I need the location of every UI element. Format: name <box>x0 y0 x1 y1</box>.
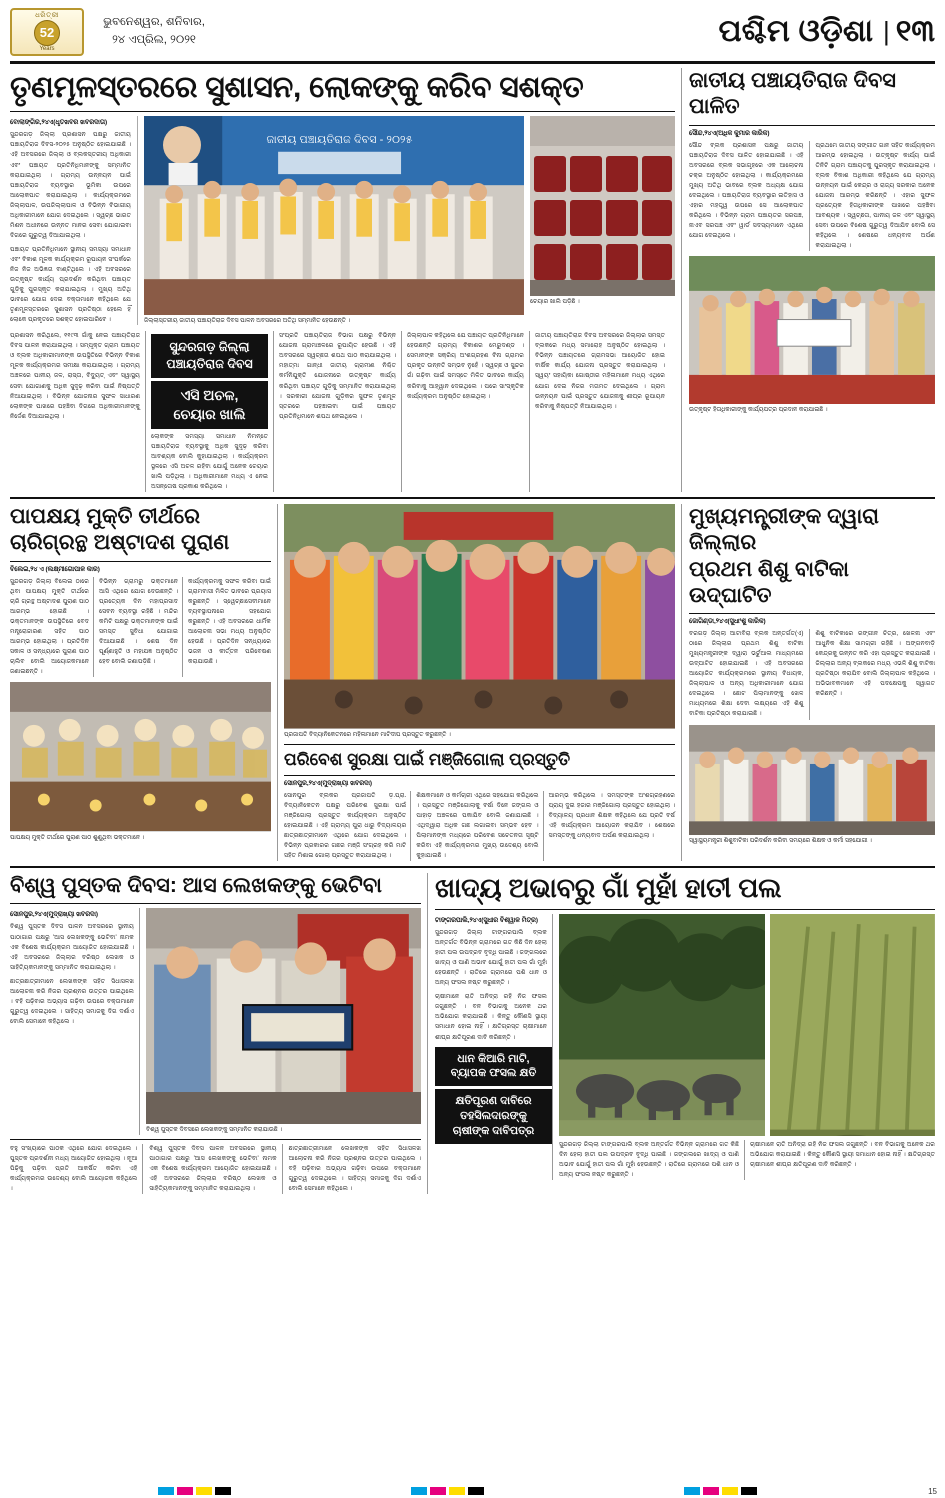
print-registration-bar <box>0 1484 945 1498</box>
elephant-col-2 <box>559 1140 745 1180</box>
cm-col-1 <box>689 629 810 719</box>
papakhaya-col-3 <box>188 577 271 677</box>
papakhaya-text-3: କାର୍ଯ୍ୟକ୍ରମକୁ ସଫଳ କରିବା ପାଇଁ ଗ୍ରାମବାସୀ ମିଳିତ ଭାବରେ ପ୍ରୟାସ କରୁଛନ୍ତି । ସ୍ୱେଚ୍ଛାସେବୀମାନେ ବ୍ୟବସ୍ଥାପନାରେ ସହଯୋଗ କରୁଛନ୍ତି । ଏହି ଅବସରରେ ଧାର୍ମିକ ଆଲୋଚନା ସଭା ମଧ୍ୟ ଅନୁଷ୍ଠିତ ହେଉଛି । ପ୍ରତିଦିନ ସନ୍ଧ୍ୟାରେ ଭଜନ ଓ କୀର୍ତ୍ତନ ପରିବେଷଣ କରାଯାଉଛି । <box>188 577 271 665</box>
elephant-photos <box>559 914 935 1180</box>
lead-byline: ବୋଲାଙ୍ଗିର,୨୪ଏ(ଧୃତଖବର ଖବରଦାତା) <box>10 119 108 127</box>
right-rail-byline: ସୌନ୍ଦ,୨୪ଏ(ଅଧିକ କୁମାର କାରିକ) <box>689 129 770 137</box>
sidebar-box-heading-2 <box>151 381 268 429</box>
cm-headline-line1: ମୁଖ୍ୟମନ୍ତ୍ରୀଙ୍କ ଦ୍ୱାରା ଜିଲ୍ଲାର <box>689 505 879 555</box>
swatch-yellow <box>196 1487 212 1495</box>
dateline <box>94 14 214 49</box>
paribesh-byline: ସୋନପୁର,୨୪ଏ(ମୁଦ୍ରାଖ୍ୟା ଖବରଦା) <box>284 779 373 787</box>
edition-title: ପଶ୍ଚିମ ଓଡ଼ିଶା <box>718 13 874 48</box>
lead-photo-main <box>144 116 524 314</box>
right-rail-photo-graphic <box>689 256 935 404</box>
right-rail-text-2: ପ୍ରଥମେ ଜାତୀୟ ସଙ୍ଗୀତ ଗାନ ସହିତ କାର୍ଯ୍ୟକ୍ରମ ଆରମ୍ଭ ହୋଇଥିଲା । ଉତ୍କୃଷ୍ଟ କାର୍ଯ୍ୟ ପାଇଁ ତିନିଟି ଗ୍ରାମ ପଞ୍ଚାୟତକୁ ପୁରସ୍କୃତ କରାଯାଇଥିଲା । ବ୍ଲକ ବିକାଶ ଅଧିକାରୀ କହିଥିଲେ ଯେ ଗ୍ରାମ୍ୟ ଉନ୍ନୟନ ପାଇଁ କେନ୍ଦ୍ର ଓ ରାଜ୍ୟ ସରକାର ଅନେକ ଯୋଜନା ଆରମ୍ଭ କରିଛନ୍ତି । ଏହାର ସୁଫଳ ପ୍ରତ୍ୟେକ ହିତାଧିକାରୀଙ୍କ ପାଖରେ ପହଞ୍ଚିବା ଆବଶ୍ୟକ । ସ୍ୱଚ୍ଛତା, ପାନୀୟ ଜଳ ଏବଂ ସ୍ୱାସ୍ଥ୍ୟ ସେବା ଉପରେ ବିଶେଷ ଗୁରୁତ୍ୱ ଦିଆଯିବ ବୋଲି ସେ କହିଥିଲେ । ଶେଷରେ ଧନ୍ୟବାଦ ଅର୍ପଣ କରାଯାଇଥିଲା । <box>815 141 935 249</box>
swatch-cyan-2 <box>411 1487 427 1495</box>
lead-photo-side <box>530 116 675 296</box>
book-story <box>10 873 428 1194</box>
top-region <box>10 68 935 492</box>
cm-text-2: ଶିଶୁ ବାଟିକାରେ ରଙ୍ଗୀନ ଚିତ୍ର, ଖେଳନା ଏବଂ ଆଧୁନିକ ଶିକ୍ଷା ସାମଗ୍ରୀ ରହିଛି । ଅଙ୍ଗନବାଡ଼ି କେନ୍ଦ୍ରକୁ ଉନ୍ନତ କରି ଏହା ପ୍ରସ୍ତୁତ କରାଯାଇଛି । ଜିଲ୍ଲାର ଅନ୍ୟ ବ୍ଲକରେ ମଧ୍ୟ ଏଭଳି ଶିଶୁ ବାଟିକା ପ୍ରତିଷ୍ଠା କରାଯିବ ବୋଲି ଜିଲ୍ଲାପାଳ କହିଥିଲେ । ଅଭିଭାବକମାନେ ଏହି ପଦକ୍ଷେପକୁ ସ୍ୱାଗତ କରିଛନ୍ତି । <box>815 630 935 698</box>
right-rail-story <box>682 68 935 492</box>
mahila-photo-caption: ପ୍ରଜାପତି ବିଦ୍ୟାନିକେତନରେ ମହିଳାମାନେ ମାଟିଦୀପ ପ୍ରସ୍ତୁତ କରୁଛନ୍ତି । <box>284 732 451 739</box>
masthead-separator: | <box>883 16 890 46</box>
swatch-black <box>215 1487 231 1495</box>
logo-brand-text: ଧରିତ୍ରୀ <box>35 11 59 19</box>
book-col-1 <box>10 908 140 1135</box>
mahila-photo-graphic <box>284 504 675 728</box>
sub-column-5-text: ଜାତୀୟ ପଞ୍ଚାୟତିରାଜ ଦିବସ ଅବସରରେ ଜିଲ୍ଲାର ସମସ୍ତ ବ୍ଲକରେ ମଧ୍ୟ ସମାରୋହ ଅନୁଷ୍ଠିତ ହୋଇଥିଲା । ବିଭିନ୍ନ ପଞ୍ଚାୟତରେ ଗ୍ରାମସଭା ଆୟୋଜିତ ହୋଇ ବାର୍ଷିକ କାର୍ଯ୍ୟ ଯୋଜନା ପ୍ରସ୍ତୁତ କରାଯାଇଥିଲା । ସ୍ୱୟଂ ସହାୟିକା ଗୋଷ୍ଠୀର ମହିଳାମାନେ ମଧ୍ୟ ଏଥିରେ ଯୋଗ ଦେଇ ନିଜର ମତାମତ ଦେଇଥିଲେ । ଗ୍ରାମ ଉନ୍ନୟନ ପାଇଁ ପ୍ରସ୍ତୁତ ଯୋଜନାକୁ ଶୀଘ୍ର ରୂପାୟନ କରିବାକୁ ନିଷ୍ପତ୍ତି ନିଆଯାଇଥିଲା । <box>535 332 665 410</box>
swatch-yellow-2 <box>449 1487 465 1495</box>
cm-photo-graphic <box>689 725 935 835</box>
papakhaya-photo <box>10 682 271 832</box>
book-photo-graphic <box>146 908 421 1124</box>
right-rail-text-1: ସୌନ୍ଦ ବ୍ଲକ ପ୍ରଶାସନ ପକ୍ଷରୁ ଜାତୀୟ ପଞ୍ଚାୟତିରାଜ ଦିବସ ପାଳିତ ହୋଇଯାଇଛି । ଏହି ଅବସରରେ ବ୍ଲକ ସଭାଗୃହରେ ଏକ ଆଲୋଚନା ଚକ୍ର ଅନୁଷ୍ଠିତ ହୋଇଥିଲା । କାର୍ଯ୍ୟକ୍ରମରେ ମୁଖ୍ୟ ଅତିଥି ଭାବରେ ବ୍ଲକ ଅଧ୍ୟକ୍ଷ ଯୋଗ ଦେଇଥିଲେ । ପଞ୍ଚାୟତିରାଜ ବ୍ୟବସ୍ଥାର ଇତିହାସ ଓ ଏହାର ମହତ୍ତ୍ୱ ଉପରେ ସେ ଆଲୋକପାତ କରିଥିଲେ । ବିଭିନ୍ନ ଗ୍ରାମ ପଞ୍ଚାୟତର ସରପଞ୍ଚ, ନାଏବ ସରପଞ୍ଚ ଏବଂ ୱାର୍ଡ ସଦସ୍ୟମାନେ ଏଥିରେ ଯୋଗ ଦେଇଥିଲେ । <box>689 141 804 239</box>
lead-paragraph-2: ପଞ୍ଚାୟତ ପ୍ରତିନିଧିମାନେ ସ୍ଥାନୀୟ ସମସ୍ୟା ସମାଧାନ ଏବଂ ବିକାଶ ମୂଳକ କାର୍ଯ୍ୟକ୍ରମ ରୂପାୟନ ସଂପର୍କରେ ନିଜ ନିଜ ଅଭିଜ୍ଞତା ବାଣ୍ଟିଥିଲେ । ଏହି ଅବସରରେ ଉତ୍କୃଷ୍ଟ କାର୍ଯ୍ୟ ପ୍ରଦର୍ଶନ କରିଥିବା ପଞ୍ଚାୟତ ଗୁଡ଼ିକୁ ପୁରସ୍କୃତ କରାଯାଇଥିଲା । ମୁଖ୍ୟ ଅତିଥି ଭାବରେ ଯୋଗ ଦେଇ ବକ୍ତାମାନେ କହିଥିଲେ ଯେ ତୃଣମୂଳସ୍ତରରେ ସୁଶାସନ ପ୍ରତିଷ୍ଠା ହେଲେ ହିଁ ଲୋକେ ପ୍ରକୃତରେ ସଶକ୍ତ ହୋଇପାରିବେ । <box>10 245 131 324</box>
book-photo-wrap <box>146 908 421 1135</box>
cm-story <box>682 504 935 861</box>
swatch-magenta-3 <box>703 1487 719 1495</box>
lead-photo-side-caption: ଚେୟାର ଖାଲି ପଡ଼ିଛି । <box>530 299 580 306</box>
logo-years-text: Years <box>39 45 55 52</box>
papakhaya-photo-graphic <box>10 682 271 831</box>
mid-region <box>10 497 935 861</box>
paribesh-headline: ପରିବେଶ ସୁରକ୍ଷା ପାଇଁ ମଞ୍ଜିଗୋଲା ପ୍ରସ୍ତୁତି <box>284 749 571 769</box>
book-photo-caption: ବିଶ୍ୱ ପୁସ୍ତକ ଦିବସରେ ଲେଖକଙ୍କୁ ସମ୍ମାନିତ କରାଯାଉଛି । <box>146 1127 283 1134</box>
elephant-text-3: ସୁନ୍ଦରଗଡ଼ ଜିଲ୍ଲା ଟାଙ୍ଗରପାଲି ବ୍ଲକ ଅନ୍ତର୍ଗତ ବିଭିନ୍ନ ଗ୍ରାମରେ ଗତ କିଛି ଦିନ ହେଲା ହାତୀ ପଲ ଉପଦ୍ରବ ବୃଦ୍ଧି ପାଇଛି । ଜଙ୍ଗଲରେ ଖାଦ୍ୟ ଓ ପାଣି ଅଭାବ ଯୋଗୁଁ ହାତୀ ପଲ ଗାଁ ମୁହାଁ ହେଉଛନ୍ତି । ରାତିରେ ଗ୍ରାମରେ ପଶି ଧାନ ଓ ଅନ୍ୟ ଫସଲ ନଷ୍ଟ କରୁଛନ୍ତି । <box>559 1141 739 1179</box>
papakhaya-story <box>10 504 278 861</box>
elephant-box-2-line1: କ୍ଷତିପୂରଣ ଦାବିରେ <box>455 1095 532 1108</box>
paribesh-text-1: ସୋନପୁର ବ୍ଲକର ପ୍ରଜାପତି ଡ଼.ପ୍ରା. ବିଦ୍ୟାନିକେତନ ପକ୍ଷରୁ ପରିବେଶ ସୁରକ୍ଷା ପାଇଁ ମଞ୍ଜିଗୋଲା ପ୍ରସ୍ତୁତ କାର୍ଯ୍ୟକ୍ରମ ଅନୁଷ୍ଠିତ ହୋଇଯାଇଛି । ଏହି ଗ୍ରାମ୍ୟ ପୁରା ଧାରୁ ବିଦ୍ୟାଳୟର ଛାତ୍ରଛାତ୍ରୀମାନେ ଏଥିରେ ଯୋଗ ଦେଇଥିଲେ । ବିଭିନ୍ନ ପ୍ରକାରର ଗଛର ମଞ୍ଜି ସଂଗ୍ରହ କରି ମାଟି ସହିତ ମିଶାଇ ଗୋଲା ପ୍ରସ୍ତୁତ କରାଯାଇଥିଲା । <box>284 791 407 860</box>
sidebar-box-line1: ସୁନ୍ଦରଗଡ଼ ଜିଲ୍ଲା <box>169 340 250 355</box>
paribesh-text-2: ଶିକ୍ଷକମାନେ ଓ କର୍ମଚାରୀ ଏଥିରେ ସହଯୋଗ କରିଥିଲେ । ପ୍ରସ୍ତୁତ ମଞ୍ଜିଗୋଲାକୁ ବର୍ଷା ଦିନେ ଜଙ୍ଗଲ ଓ ପାହାଡ଼ ଅଞ୍ଚଳରେ ପକାଯିବ ବୋଲି ଜଣାଯାଇଛି । ଏଥିଦ୍ୱାରା ଅଧିକ ଗଛ ଲଗାଇବା ସମ୍ଭବ ହେବ । ପିଲାମାନଙ୍କ ମଧ୍ୟରେ ପରିବେଶ ସଚେତନତା ସୃଷ୍ଟି କରିବା ଏହି କାର୍ଯ୍ୟକ୍ରମର ମୁଖ୍ୟ ଉଦ୍ଦେଶ୍ୟ ବୋଲି କୁହାଯାଇଛି । <box>416 791 539 860</box>
lead-story <box>10 68 682 492</box>
swatch-group-1 <box>158 1487 231 1495</box>
cm-headline-line2: ପ୍ରଥମ ଶିଶୁ ବାଟିକା ଉଦ୍‌ଘାଟିତ <box>689 557 849 607</box>
elephant-headline: ଖାଦ୍ୟ ଅଭାବରୁ ଗାଁ ମୁହାଁ ହାତୀ ପଲ <box>435 873 782 904</box>
sub-column-2-text: ଲୋକଙ୍କ ସମସ୍ୟା ସମାଧାନ ନିମନ୍ତେ ପଞ୍ଚାୟତିରାଜ ବ୍ୟବସ୍ଥାକୁ ଅଧିକ ସୁଦୃଢ଼ କରିବା ଆବଶ୍ୟକ ବୋଲି କୁହାଯାଇଥିଲା । କାର୍ଯ୍ୟକ୍ରମ ସ୍ଥଳରେ ଏସି ଅଚଳ ରହିବା ଯୋଗୁଁ ଅନେକ ଚେୟାର ଖାଲି ପଡ଼ିଥିଲା । ଅଧିକାରୀମାନେ ମଧ୍ୟ ଏ ନେଇ ଅସନ୍ତୋଷ ପ୍ରକାଶ କରିଥିଲେ । <box>151 432 268 491</box>
sub-column-1 <box>10 331 146 492</box>
mid-left-block <box>10 504 682 861</box>
lead-photo-group <box>138 116 675 325</box>
elephant-box-1 <box>435 1047 552 1087</box>
paribesh-text-3: ଆରମ୍ଭ କରିଥିଲେ । ସମସ୍ତଙ୍କ ଅଂଶଗ୍ରହଣରେ ପ୍ରାୟ ଦୁଇ ହଜାର ମଞ୍ଜିଗୋଲା ପ୍ରସ୍ତୁତ ହୋଇଥିଲା । ବିଦ୍ୟାଳୟ ପ୍ରଧାନ ଶିକ୍ଷକ କହିଥିଲେ ଯେ ପ୍ରତି ବର୍ଷ ଏହି କାର୍ଯ୍ୟକ୍ରମ ଆୟୋଜନ କରାଯିବ । ଶେଷରେ ସମସ୍ତଙ୍କୁ ଧନ୍ୟବାଦ ଅର୍ପଣ କରାଯାଇଥିଲା । <box>548 791 675 840</box>
sidebar-box-heading <box>151 334 268 378</box>
book-text-2: ଛାତ୍ରଛାତ୍ରୀମାନେ ଲେଖକଙ୍କ ସହିତ ସିଧାସଳଖ ଆଲୋଚନା କରି ନିଜର ପ୍ରଶ୍ନର ଉତ୍ତର ପାଇଥିଲେ । ବହି ପଢ଼ିବାର ଅଭ୍ୟାସ ଗଢ଼ିବା ଉପରେ ବକ୍ତାମାନେ ଗୁରୁତ୍ୱ ଦେଇଥିଲେ । ସାହିତ୍ୟ ସମାଜକୁ ଦିଗ ଦର୍ଶାଏ ବୋଲି ସେମାନେ କହିଥିଲେ । <box>10 977 134 1025</box>
elephant-photo-main-graphic <box>559 914 765 1136</box>
sub-column-4-text: ଜିଲ୍ଲାପାଳ କହିଥିଲେ ଯେ ପଞ୍ଚାୟତ ପ୍ରତିନିଧିମାନେ ହେଉଛନ୍ତି ଗ୍ରାମ୍ୟ ବିକାଶର ମେରୁଦଣ୍ଡ । ସେମାନଙ୍କ ସକ୍ରିୟ ଅଂଶଗ୍ରହଣ ବିନା ଗ୍ରାମର ପ୍ରକୃତ ଉନ୍ନତି ସମ୍ଭବ ନୁହେଁ । ସ୍ୱଚ୍ଛ ଓ ସୁନ୍ଦର ଗାଁ ଗଢ଼ିବା ପାଇଁ ସମସ୍ତେ ମିଳିତ ଭାବରେ କାର୍ଯ୍ୟ କରିବାକୁ ଆହ୍ୱାନ ଦେଇଥିଲେ । ପରେ ସାଂସ୍କୃତିକ କାର୍ଯ୍ୟକ୍ରମ ଅନୁଷ୍ଠିତ ହୋଇଥିଲା । <box>407 332 524 400</box>
right-rail-column-1 <box>689 141 810 252</box>
sub-column-1-text: ପ୍ରଶାସନ କରିଥିଲେ, ୧୧୯୩ ଗାଁକୁ ନେଇ ପଞ୍ଚାୟତିରାଜ ଦିବସ ପାଳନ କରାଯାଇଥିଲା । ସମ୍ପୃକ୍ତ ଗ୍ରାମ ପଞ୍ଚାୟତ ଓ ବ୍ଲକ ଅଧିକାରୀମାନଙ୍କ ଉପସ୍ଥିତିରେ ବିଭିନ୍ନ ବିକାଶ ମୂଳକ କାର୍ଯ୍ୟକ୍ରମର ସମୀକ୍ଷା କରାଯାଇଥିଲା । ଗ୍ରାମ୍ୟ ଅଞ୍ଚଳରେ ପାନୀୟ ଜଳ, ରାସ୍ତା, ବିଦ୍ୟୁତ୍ ଏବଂ ସ୍ୱାସ୍ଥ୍ୟ ସେବା ଯୋଗାଣକୁ ଅଧିକ ସୁଦୃଢ଼ କରିବା ପାଇଁ ନିଷ୍ପତ୍ତି ନିଆଯାଇଥିଲା । ବିଭିନ୍ନ ଯୋଜନାର ସୁଫଳ ସାଧାରଣ ଲୋକଙ୍କ ପାଖରେ ପହଞ୍ଚିବା ଦିଗରେ ଅଧିକାରୀମାନଙ୍କୁ ନିର୍ଦ୍ଦେଶ ଦିଆଯାଇଥିଲା । <box>10 332 140 420</box>
sidebar-box-line3: ଏସି ଅଚଳ, <box>180 387 239 404</box>
dateline-line1: ଭୁବନେଶ୍ୱର, ଶନିବାର, <box>103 16 205 29</box>
publication-logo <box>10 8 84 56</box>
papakhaya-col-1 <box>10 577 94 677</box>
papakhaya-headline-line2: ଚାରିଗ୍ରନ୍ଥ ଅଷ୍ଟାଦଶ ପୁରାଣ <box>10 531 230 555</box>
elephant-text-2: ଚାଷୀମାନେ ରାତି ଅନିଦ୍ରା ରହି ନିଜ ଫସଲ ଜଗୁଛନ୍ତି । ବନ ବିଭାଗକୁ ଅନେକ ଥର ଅଭିଯୋଗ କରାଯାଇଛି । କିନ୍ତୁ କୌଣସି ସ୍ଥାୟୀ ସମାଧାନ ହୋଇ ନାହିଁ । କ୍ଷତିଗ୍ରସ୍ତ ଚାଷୀମାନେ ଶୀଘ୍ର କ୍ଷତିପୂରଣ ଦାବି କରିଛନ୍ତି । <box>435 993 547 1041</box>
sidebar-box-line2: ପଞ୍ଚାୟତିରାଜ ଦିବସ <box>166 357 253 372</box>
cm-photo <box>689 725 935 835</box>
elephant-text-4: ଚାଷୀମାନେ ରାତି ଅନିଦ୍ରା ରହି ନିଜ ଫସଲ ଜଗୁଛନ୍ତି । ବନ ବିଭାଗକୁ ଅନେକ ଥର ଅଭିଯୋଗ କରାଯାଇଛି । କିନ୍ତୁ କୌଣସି ସ୍ଥାୟୀ ସମାଧାନ ହୋଇ ନାହିଁ । କ୍ଷତିଗ୍ରସ୍ତ ଚାଷୀମାନେ ଶୀଘ୍ର କ୍ଷତିପୂରଣ ଦାବି କରିଛନ୍ତି । <box>750 1141 935 1169</box>
lead-headline: ତୃଣମୂଳସ୍ତରରେ ସୁଶାସନ, ଲୋକଙ୍କୁ କରିବ ସଶକ୍ତ <box>10 71 584 104</box>
paribesh-block <box>278 504 675 861</box>
book-text-4: ବିଶ୍ୱ ପୁସ୍ତକ ଦିବସ ପାଳନ ଅବସରରେ ସ୍ଥାନୀୟ ପାଠାଗାର ପକ୍ଷରୁ 'ଆସ ଲେଖକଙ୍କୁ ଭେଟିବା' ନାମକ ଏକ ବିଶେଷ କାର୍ଯ୍ୟକ୍ରମ ଆୟୋଜିତ ହୋଇଯାଇଛି । ଏହି ଅବସରରେ ଜିଲ୍ଲାର ବରିଷ୍ଠ ଲେଖକ ଓ ସାହିତ୍ୟିକମାନଙ୍କୁ ସମ୍ମାନିତ କରାଯାଇଥିଲା । <box>149 1145 277 1193</box>
cm-photo-caption: ସ୍ୱାସ୍ଥ୍ୟମନ୍ତ୍ରୀ ଶିଶୁବାଟିକା ପରିଦର୍ଶନ କରିବା ସମୟରେ ଶିକ୍ଷକ ଓ କର୍ମୀ ସହଯୋଗୀ । <box>689 837 872 844</box>
elephant-col-3 <box>750 1140 935 1180</box>
book-text-3: ବହୁ ସଂଖ୍ୟାରେ ପାଠକ ଏଥିରେ ଯୋଗ ଦେଇଥିଲେ । ପୁସ୍ତକ ପ୍ରଦର୍ଶନୀ ମଧ୍ୟ ଆୟୋଜିତ ହୋଇଥିଲା । ନୂଆ ପିଢ଼ିକୁ ପଢ଼ିବା ପ୍ରତି ଆକର୍ଷିତ କରିବା ଏହି କାର୍ଯ୍ୟକ୍ରମର ଉଦ୍ଦେଶ୍ୟ ବୋଲି ଆୟୋଜକ କହିଥିଲେ । <box>10 1145 138 1193</box>
swatch-black-2 <box>468 1487 484 1495</box>
mahila-photo <box>284 504 675 729</box>
papakhaya-headline-line1: ପାପକ୍ଷୟ ମୁକ୍ତି ତୀର୍ଥରେ <box>10 505 201 529</box>
paribesh-col-1 <box>284 791 411 861</box>
swatch-yellow-3 <box>722 1487 738 1495</box>
book-text-1: ବିଶ୍ୱ ପୁସ୍ତକ ଦିବସ ପାଳନ ଅବସରରେ ସ୍ଥାନୀୟ ପାଠାଗାର ପକ୍ଷରୁ 'ଆସ ଲେଖକଙ୍କୁ ଭେଟିବା' ନାମକ ଏକ ବିଶେଷ କାର୍ଯ୍ୟକ୍ରମ ଆୟୋଜିତ ହୋଇଯାଇଛି । ଏହି ଅବସରରେ ଜିଲ୍ଲାର ବରିଷ୍ଠ ଲେଖକ ଓ ସାହିତ୍ୟିକମାନଙ୍କୁ ସମ୍ମାନିତ କରାଯାଇଥିଲା । <box>10 923 134 971</box>
lead-text-column <box>10 116 138 325</box>
paribesh-col-3 <box>549 791 675 861</box>
cm-col-2 <box>816 629 936 719</box>
page-number-footer: 15 <box>928 1486 937 1496</box>
swatch-cyan <box>158 1487 174 1495</box>
right-rail-headline: ଜାତୀୟ ପଞ୍ଚାୟତିରାଜ ଦିବସ ପାଳିତ <box>689 69 896 119</box>
book-photo <box>146 908 421 1124</box>
cm-text-1: ବରଗଡ଼ ଜିଲ୍ଲା ଆଟାବିରା ବ୍ଲକ ଅନ୍ତର୍ଗତ(ଏ) ଠାରେ ଜିଲ୍ଲାର ପ୍ରଥମ ଶିଶୁ ବାଟିକା ମୁଖ୍ୟମନ୍ତ୍ରୀଙ୍କ ଦ୍ୱାରା ଭର୍ଚୁଆଲ ମାଧ୍ୟମରେ ଉଦ୍‌ଘାଟିତ ହୋଇଯାଇଛି । ଏହି ଅବସରରେ ଆୟୋଜିତ କାର୍ଯ୍ୟକ୍ରମରେ ସ୍ଥାନୀୟ ବିଧାୟକ, ଜିଲ୍ଲାପାଳ ଓ ଅନ୍ୟ ଅଧିକାରୀମାନେ ଯୋଗ ଦେଇଥିଲେ । ଛୋଟ ପିଲାମାନଙ୍କୁ ଖେଳ ମାଧ୍ୟମରେ ଶିକ୍ଷା ଦେବା ଲକ୍ଷ୍ୟରେ ଏହି ଶିଶୁ ବାଟିକା ପ୍ରତିଷ୍ଠା କରାଯାଇଛି । <box>689 630 804 718</box>
book-col-4 <box>289 1144 421 1194</box>
elephant-photo-main <box>559 914 765 1136</box>
book-byline: ସୋନପୁର,୨୪ଏ(ମୁଦ୍ରାଖ୍ୟା ଖବରଦା) <box>10 911 99 919</box>
elephant-photo-side <box>770 914 935 1136</box>
elephant-box-2-line3: ଚାଷୀଙ୍କ ଦାବିପତ୍ର <box>452 1124 535 1137</box>
right-rail-column-2 <box>816 141 936 252</box>
papakhaya-text-1: ସୁନ୍ଦରଗଡ଼ ଜିଲ୍ଲା ବିଲେଇ ଠାରେ ଥିବା ପାପକ୍ଷୟ ମୁକ୍ତି ତୀର୍ଥରେ ଚାରି ଗ୍ରନ୍ଥ ଅଷ୍ଟାଦଶ ପୁରାଣ ପାଠ ଆରମ୍ଭ ହୋଇଛି । ଭକ୍ତମାନଙ୍କ ଉପସ୍ଥିତିରେ ବେଦ ମନ୍ତ୍ରୋଚ୍ଚାରଣ ସହିତ ପାଠ ଆରମ୍ଭ ହୋଇଥିଲା । ପ୍ରତିଦିନ ସକାଳ ଓ ସନ୍ଧ୍ୟାରେ ପୁରାଣ ପାଠ ଚାଲିବ ବୋଲି ଆୟୋଜକମାନେ ଜଣାଇଛନ୍ତି । <box>10 577 89 676</box>
page-number-masthead: ୧୩ <box>895 14 935 48</box>
paribesh-col-2 <box>416 791 543 861</box>
elephant-box-2-line2: ତହସିଲଦାରଙ୍କୁ <box>460 1110 527 1123</box>
logo-anniversary-number: 52 <box>34 20 60 46</box>
dateline-line2: ୨୪ ଏପ୍ରିଲ, ୨୦୨୧ <box>112 33 196 46</box>
lead-sub-columns <box>10 331 675 492</box>
right-rail-photo-caption: ଉତ୍କୃଷ୍ଟ ହିତାଧିକାରୀଙ୍କୁ କାର୍ଯ୍ୟପତ୍ର ପ୍ରଦାନ କରାଯାଇଛି । <box>689 407 828 414</box>
papakhaya-col-2 <box>99 577 183 677</box>
swatch-group-3 <box>684 1487 757 1495</box>
papakhaya-text-2: ବିଭିନ୍ନ ଗ୍ରାମରୁ ଭକ୍ତମାନେ ଆସି ଏଥିରେ ଯୋଗ ଦେଉଛନ୍ତି । ପ୍ରତ୍ୟେକ ଦିନ ମହାପ୍ରସାଦ ସେବନ ବ୍ୟବସ୍ଥା ରହିଛି । ମନ୍ଦିର କମିଟି ପକ୍ଷରୁ ଭକ୍ତମାନଙ୍କ ପାଇଁ ସମସ୍ତ ସୁବିଧା ଯୋଗାଇ ଦିଆଯାଇଛି । ଶେଷ ଦିନ ପୂର୍ଣ୍ଣାହୁତି ଓ ମହାଯଜ୍ଞ ଅନୁଷ୍ଠିତ ହେବ ବୋଲି ଜଣାପଡ଼ିଛି । <box>99 577 178 665</box>
swatch-magenta <box>177 1487 193 1495</box>
swatch-black-3 <box>741 1487 757 1495</box>
papakhaya-photo-caption: ପାପକ୍ଷୟ ମୁକ୍ତି ତୀର୍ଥରେ ପୁରାଣ ପାଠ ଶୁଣୁଥିବା ଭକ୍ତମାନେ । <box>10 835 145 842</box>
elephant-col-1 <box>435 914 553 1180</box>
lead-paragraph-1: ସୁନ୍ଦରଗଡ଼ ଜିଲ୍ଲା ପ୍ରଶାସନ ପକ୍ଷରୁ ଜାତୀୟ ପଞ୍ଚାୟତିରାଜ ଦିବସ-୨୦୨୫ ଅନୁଷ୍ଠିତ ହୋଇଯାଇଛି । ଏହି ଅବସରରେ ଜିଲ୍ଲା ଓ ବ୍ଲକସ୍ତରୀୟ ଅଧିକାରୀ ଏବଂ ପଞ୍ଚାୟତ ପ୍ରତିନିଧିମାନଙ୍କୁ ସମ୍ମାନିତ କରାଯାଇଥିଲା । ଗ୍ରାମ୍ୟ ଉନ୍ନୟନ ପାଇଁ ପଞ୍ଚାୟତିରାଜ ବ୍ୟବସ୍ଥାର ଭୂମିକା ଉପରେ ଆଲୋକପାତ କରାଯାଇଥିଲା । କାର୍ଯ୍ୟକ୍ରମରେ ଜିଲ୍ଲାପାଳ, ଉପଜିଲ୍ଲାପାଳ ଓ ବିଭିନ୍ନ ବିଭାଗୀୟ ଅଧିକାରୀମାନେ ଯୋଗ ଦେଇଥିଲେ । ସ୍ୱଚ୍ଛ ଭାରତ ମିଶନ ଅଧୀନରେ ଉନ୍ନତ ମାନର ସେବା ଯୋଗାଇବା ଦିଗରେ ଗୁରୁତ୍ୱ ଦିଆଯାଇଥିଲା । <box>10 131 131 239</box>
sub-column-2 <box>146 331 274 492</box>
elephant-box-1-line1: ଧାନ କିଆରି ମାଟି, <box>457 1052 530 1065</box>
book-col-2 <box>10 1144 143 1194</box>
sub-column-3 <box>274 331 402 492</box>
bottom-region <box>10 866 935 1194</box>
elephant-box-1-line2: ବ୍ୟାପକ ଫସଲ କ୍ଷତି <box>450 1067 537 1080</box>
swatch-magenta-2 <box>430 1487 446 1495</box>
elephant-story <box>428 873 935 1194</box>
book-text-5: ଛାତ୍ରଛାତ୍ରୀମାନେ ଲେଖକଙ୍କ ସହିତ ସିଧାସଳଖ ଆଲୋଚନା କରି ନିଜର ପ୍ରଶ୍ନର ଉତ୍ତର ପାଇଥିଲେ । ବହି ପଢ଼ିବାର ଅଭ୍ୟାସ ଗଢ଼ିବା ଉପରେ ବକ୍ତାମାନେ ଗୁରୁତ୍ୱ ଦେଇଥିଲେ । ସାହିତ୍ୟ ସମାଜକୁ ଦିଗ ଦର୍ଶାଏ ବୋଲି ସେମାନେ କହିଥିଲେ । <box>288 1145 421 1193</box>
elephant-text-1: ସୁନ୍ଦରଗଡ଼ ଜିଲ୍ଲା ଟାଙ୍ଗରପାଲି ବ୍ଲକ ଅନ୍ତର୍ଗତ ବିଭିନ୍ନ ଗ୍ରାମରେ ଗତ କିଛି ଦିନ ହେଲା ହାତୀ ପଲ ଉପଦ୍ରବ ବୃଦ୍ଧି ପାଇଛି । ଜଙ୍ଗଲରେ ଖାଦ୍ୟ ଓ ପାଣି ଅଭାବ ଯୋଗୁଁ ହାତୀ ପଲ ଗାଁ ମୁହାଁ ହେଉଛନ୍ତି । ରାତିରେ ଗ୍ରାମରେ ପଶି ଧାନ ଓ ଅନ୍ୟ ଫସଲ ନଷ୍ଟ କରୁଛନ୍ତି । <box>435 929 547 987</box>
swatch-cyan-3 <box>684 1487 700 1495</box>
lead-photo-main-caption: ଜିଲ୍ଲାସ୍ତରୀୟ ଜାତୀୟ ପଞ୍ଚାୟତିରାଜ ଦିବସ ପାଳନ ଅବସରରେ ଅତିଥି ସମ୍ମାନିତ ହେଉଛନ୍ତି । <box>144 317 351 324</box>
lead-photo-side-graphic <box>530 116 675 296</box>
sub-column-5 <box>530 331 670 492</box>
papakhaya-byline: ବିଲେଇ,୨୪ ଏ (ଲକ୍ଷ୍ମୀଗୋପାଳ କାର) <box>10 565 100 573</box>
cm-byline: ଜୋଗିଣ୍ଡା,୨୪ଏ(ସୁଧାଂଶୁ କାରିକ) <box>689 618 766 626</box>
elephant-byline: ଟାଙ୍ଗରପାଲି,୨୪ଏ(ସୁଧୀର ବିଶ୍ୱାଳ ମିତ୍ର) <box>435 917 539 925</box>
elephant-photo-side-graphic <box>770 914 935 1136</box>
svg-text:ଜାତୀୟ ପଞ୍ଚାୟତିରାଜ ଦିବସ - ୨୦୨୫: ଜାତୀୟ ପଞ୍ଚାୟତିରାଜ ଦିବସ - ୨୦୨୫ <box>266 134 413 147</box>
elephant-box-2 <box>435 1089 552 1144</box>
masthead <box>10 6 935 64</box>
book-col-3 <box>149 1144 282 1194</box>
sub-column-4 <box>402 331 530 492</box>
swatch-group-2 <box>411 1487 484 1495</box>
sidebar-box-line4: ଚେୟାର ଖାଲି <box>173 405 246 422</box>
sub-column-3-text: ସଂପ୍ରତି ପଞ୍ଚାୟତିରାଜ ବିଭାଗ ପକ୍ଷରୁ ବିଭିନ୍ନ ଯୋଜନା ଗ୍ରାମାଞ୍ଚଳରେ ରୂପାୟିତ ହେଉଛି । ଏହି ଅବସରରେ ସ୍ୱଚ୍ଛତା ଶପଥ ପାଠ କରାଯାଇଥିଲା । ମହାତ୍ମା ଗାନ୍ଧୀ ଜାତୀୟ ଗ୍ରାମୀଣ ନିଶ୍ଚିତ କର୍ମନିଯୁକ୍ତି ଯୋଜନାରେ ଉତ୍କୃଷ୍ଟ କାର୍ଯ୍ୟ କରିଥିବା ପଞ୍ଚାୟତ ଗୁଡ଼ିକୁ ସମ୍ମାନିତ କରାଯାଇଥିଲା । ସରକାରୀ ଯୋଜନା ଗୁଡ଼ିକର ସୁଫଳ ତୃଣମୂଳ ସ୍ତରରେ ପହଞ୍ଚାଇବା ପାଇଁ ପଞ୍ଚାୟତ ପ୍ରତିନିଧିମାନେ ଶପଥ ନେଇଥିଲେ । <box>279 332 396 420</box>
lead-photo-main-graphic <box>144 116 524 314</box>
right-rail-photo <box>689 256 935 404</box>
book-headline: ବିଶ୍ୱ ପୁସ୍ତକ ଦିବସ: ଆସ ଲେଖକଙ୍କୁ ଭେଟିବା <box>10 874 382 898</box>
